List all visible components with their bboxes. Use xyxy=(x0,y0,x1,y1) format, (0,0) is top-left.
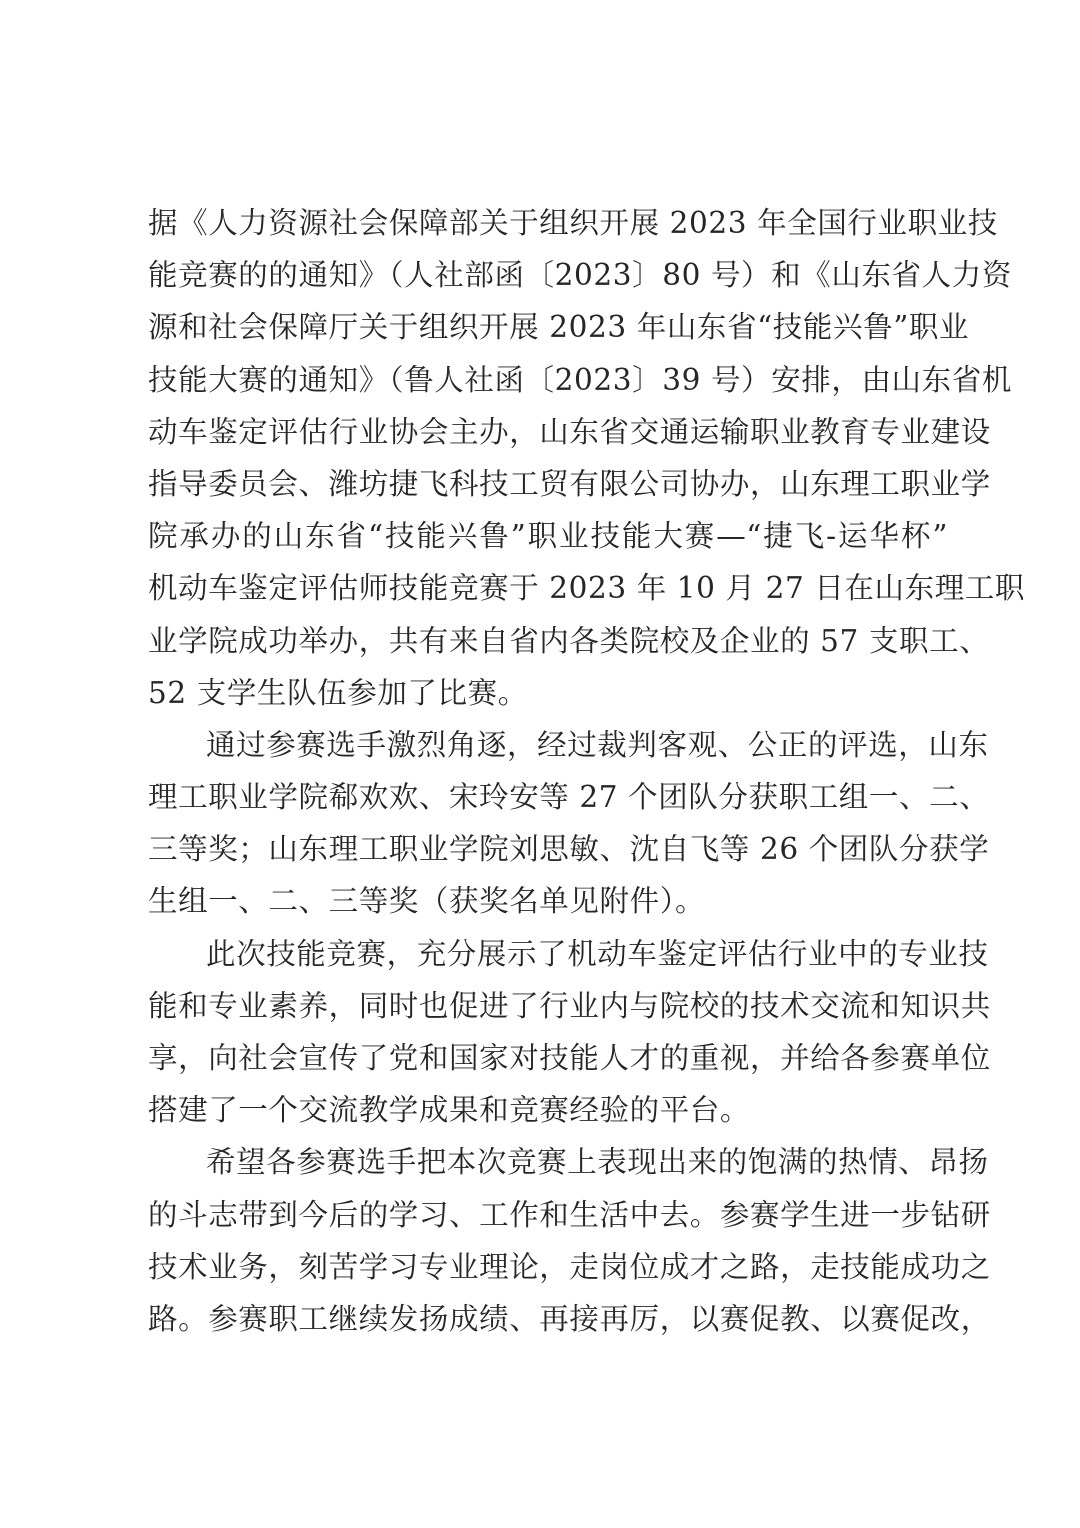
paragraph-1-line-9: 业学院成功举办，共有来自省内各类院校及企业的 57 支职工、 xyxy=(148,623,990,658)
paragraph-3-line-4: 搭建了一个交流教学成果和竞赛经验的平台。 xyxy=(148,1093,751,1128)
paragraph-3-line-2: 能和专业素养，同时也促进了行业内与院校的技术交流和知识共 xyxy=(148,988,991,1023)
paragraph-1-line-1: 据《人力资源社会保障部关于组织开展 2023 年全国行业职业技 xyxy=(148,206,998,240)
paragraph-3-line-3: 享，向社会宣传了党和国家对技能人才的重视，并给各参赛单位 xyxy=(148,1041,991,1075)
paragraph-2-line-3: 三等奖；山东理工职业学院刘思敏、沈自飞等 26 个团队分获学 xyxy=(148,832,990,867)
paragraph-2-line-2: 理工职业学院郗欢欢、宋玲安等 27 个团队分获职工组一、二、 xyxy=(148,780,990,815)
paragraph-4-line-3: 技术业务，刻苦学习专业理论，走岗位成才之路，走技能成功之 xyxy=(148,1249,991,1284)
paragraph-2-line-4: 生组一、二、三等奖（获奖名单见附件）。 xyxy=(148,884,706,919)
paragraph-3-line-1: 此次技能竞赛，充分展示了机动车鉴定评估行业中的专业技 xyxy=(206,936,989,971)
document-body xyxy=(148,197,1026,1345)
paragraph-1-line-4: 技能大赛的通知》（鲁人社函〔2023〕39 号）安排，由山东省机 xyxy=(148,362,1012,397)
paragraph-4-line-1: 希望各参赛选手把本次竞赛上表现出来的饱满的热情、昂扬 xyxy=(206,1145,989,1180)
paragraph-1-line-10: 52 支学生队伍参加了比赛。 xyxy=(148,675,528,710)
paragraph-1-line-2: 能竞赛的的通知》（人社部函〔2023〕80 号）和《山东省人力资 xyxy=(148,258,1012,293)
paragraph-1-line-5: 动车鉴定评估行业协会主办，山东省交通运输职业教育专业建设 xyxy=(148,414,991,449)
paragraph-1-line-7: 院承办的山东省“技能兴鲁”职业技能大赛—“捷飞-运华杯” xyxy=(148,519,948,554)
paragraph-1-line-8: 机动车鉴定评估师技能竞赛于 2023 年 10 月 27 日在山东理工职 xyxy=(148,571,1026,606)
paragraph-4-line-4: 路。参赛职工继续发扬成绩、再接再厉，以赛促教、以赛促改， xyxy=(148,1301,991,1336)
paragraph-4-line-2: 的斗志带到今后的学习、工作和生活中去。参赛学生进一步钻研 xyxy=(148,1197,991,1232)
paragraph-1-line-3: 源和社会保障厅关于组织开展 2023 年山东省“技能兴鲁”职业 xyxy=(148,310,970,345)
paragraph-2-line-1: 通过参赛选手激烈角逐，经过裁判客观、公正的评选，山东 xyxy=(206,727,989,762)
paragraph-1-line-6: 指导委员会、潍坊捷飞科技工贸有限公司协办，山东理工职业学 xyxy=(148,466,991,501)
